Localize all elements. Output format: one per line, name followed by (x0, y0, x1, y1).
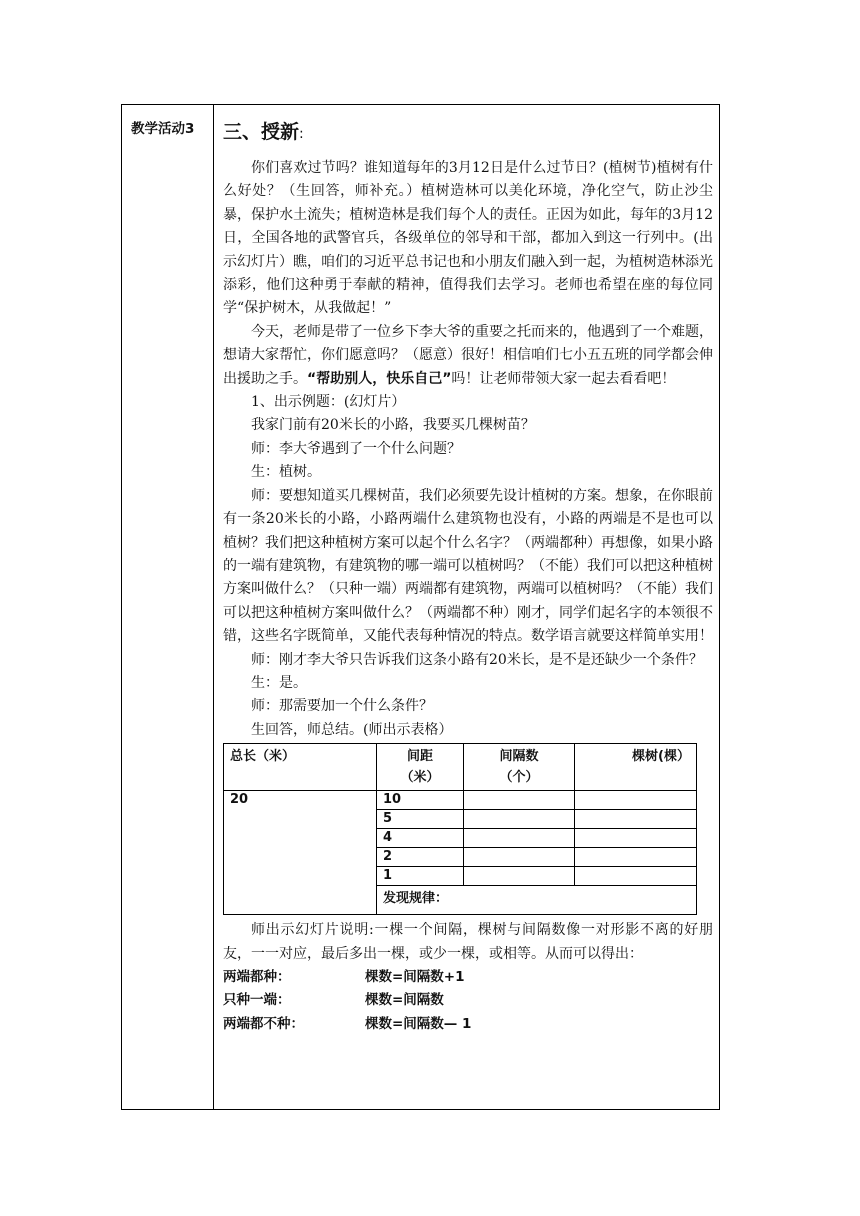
line-student-a2: 生：是。 (251, 674, 307, 691)
section-heading (223, 119, 713, 147)
paragraph-design: 师：要想知道买几棵树苗，我们必须要先设计植树的方案。想象，在你眼前有一条20米长的小路，小路两端什么建筑物也没有，小路的两端是不是也可以植树？我们把这种植树方案可以起个什么名字？（两端都种）再想像，如果小路的一端有建筑物，有建筑物的哪一端可以植树吗？（不能）我们可以把这种植树方案叫做什么？（只种一端）两端都有建筑物，两端可以植树吗？（不能）我们可以把这种植树方案叫做什么？（两端都不种）刚才，同学们起名字的本领很不错，这些名字既简单，又能代表每种情况的特点。数学语言就要这样简单实用！ (223, 487, 713, 645)
line-teacher-q2: 师：刚才李大爷只告诉我们这条小路有20米长，是不是还缺少一个条件？ (251, 651, 703, 668)
row-label-cell (122, 105, 214, 1109)
formula-rule: 棵数=间隔数+1 (365, 968, 465, 985)
spacing-cell: 4 (377, 829, 464, 848)
total-length-cell: 20 (224, 791, 377, 915)
paragraph-help (223, 321, 713, 391)
line-teacher-q1: 师：李大爷遇到了一个什么问题？ (251, 440, 461, 457)
header-spacing: 间距 （米） (377, 744, 464, 791)
p2-text-end: 吗！让老师带领大家一起去看看吧！ (451, 370, 676, 387)
paragraph-explanation: 师出示幻灯片说明:一棵一个间隔，棵树与间隔数像一对形影不离的好朋友，一一对应，最后多出一棵，或少一棵，或相等。从而可以得出： (223, 922, 713, 962)
formula-case: 两端都不种： (223, 1015, 304, 1032)
tree-cell (575, 848, 697, 867)
formula-both-ends (223, 966, 713, 989)
formula-rule: 棵数=间隔数— 1 (365, 1015, 472, 1032)
line-example: 1、出示例题：(幻灯片） (251, 394, 406, 411)
spacing-cell: 2 (377, 848, 464, 867)
interval-cell (464, 829, 575, 848)
formula-no-ends (223, 1013, 713, 1036)
paragraph-intro: 你们喜欢过节吗？谁知道每年的3月12日是什么过节日？(植树节)植树有什么好处？（生回答，师补充。）植树造林可以美化环境，净化空气，防止沙尘暴，保护水土流失；植树造林是我们每个人的责任。正因为如此，每年的3月12日，全国各地的武警官兵，各级单位的邻导和干部，都加入到这一行列中。(出示幻灯片）瞧，咱们的习近平总书记也和小朋友们融入到一起，为植树造林添光添彩，他们这种勇于奉献的精神，值得我们去学习。老师也希望在座的每位同学“保护树木，从我做起！” (223, 160, 713, 317)
header-total-length: 总长（米） (224, 744, 377, 791)
formula-one-end (223, 989, 713, 1012)
p2-text: 今天，老师是带了一位乡下李大爷的重要之托而来的，他遇到了一个难题，想请大家帮忙，你们愿意吗？（愿意）很好！相信咱们七小五五班的同学都会伸出援助之手。 (223, 323, 713, 387)
p2-bold-slogan: “帮助别人，快乐自己” (307, 370, 452, 387)
formula-case: 两端都种： (223, 968, 291, 985)
line-teacher-q3: 师：那需要加一个什么条件？ (251, 698, 433, 715)
spacing-cell: 1 (377, 867, 464, 886)
tree-cell (575, 867, 697, 886)
line-problem: 我家门前有20米长的小路，我要买几棵树苗？ (251, 417, 535, 434)
formula-case: 只种一端： (223, 992, 291, 1009)
header-tree-count: 棵树(棵） (575, 744, 697, 791)
rule-label: 发现规律： (377, 886, 697, 915)
row-label: 教学活动3 (131, 121, 195, 137)
spacing-cell: 10 (377, 791, 464, 810)
planting-table (223, 743, 697, 915)
interval-cell (464, 791, 575, 810)
table-row (224, 791, 697, 810)
interval-cell (464, 867, 575, 886)
tree-cell (575, 829, 697, 848)
heading-colon: : (299, 126, 304, 142)
lesson-table (121, 104, 720, 1110)
spacing-cell: 5 (377, 810, 464, 829)
formula-rule: 棵数=间隔数 (365, 992, 444, 1009)
tree-cell (575, 791, 697, 810)
line-summary: 生回答，师总结。(师出示表格） (251, 721, 453, 738)
table-header-row (224, 744, 697, 791)
header-interval-count: 间隔数 （个） (464, 744, 575, 791)
heading-text: 三、授新 (223, 121, 300, 143)
line-student-a1: 生：植树。 (251, 464, 321, 481)
tree-cell (575, 810, 697, 829)
interval-cell (464, 848, 575, 867)
interval-cell (464, 810, 575, 829)
content-cell (223, 115, 713, 1036)
